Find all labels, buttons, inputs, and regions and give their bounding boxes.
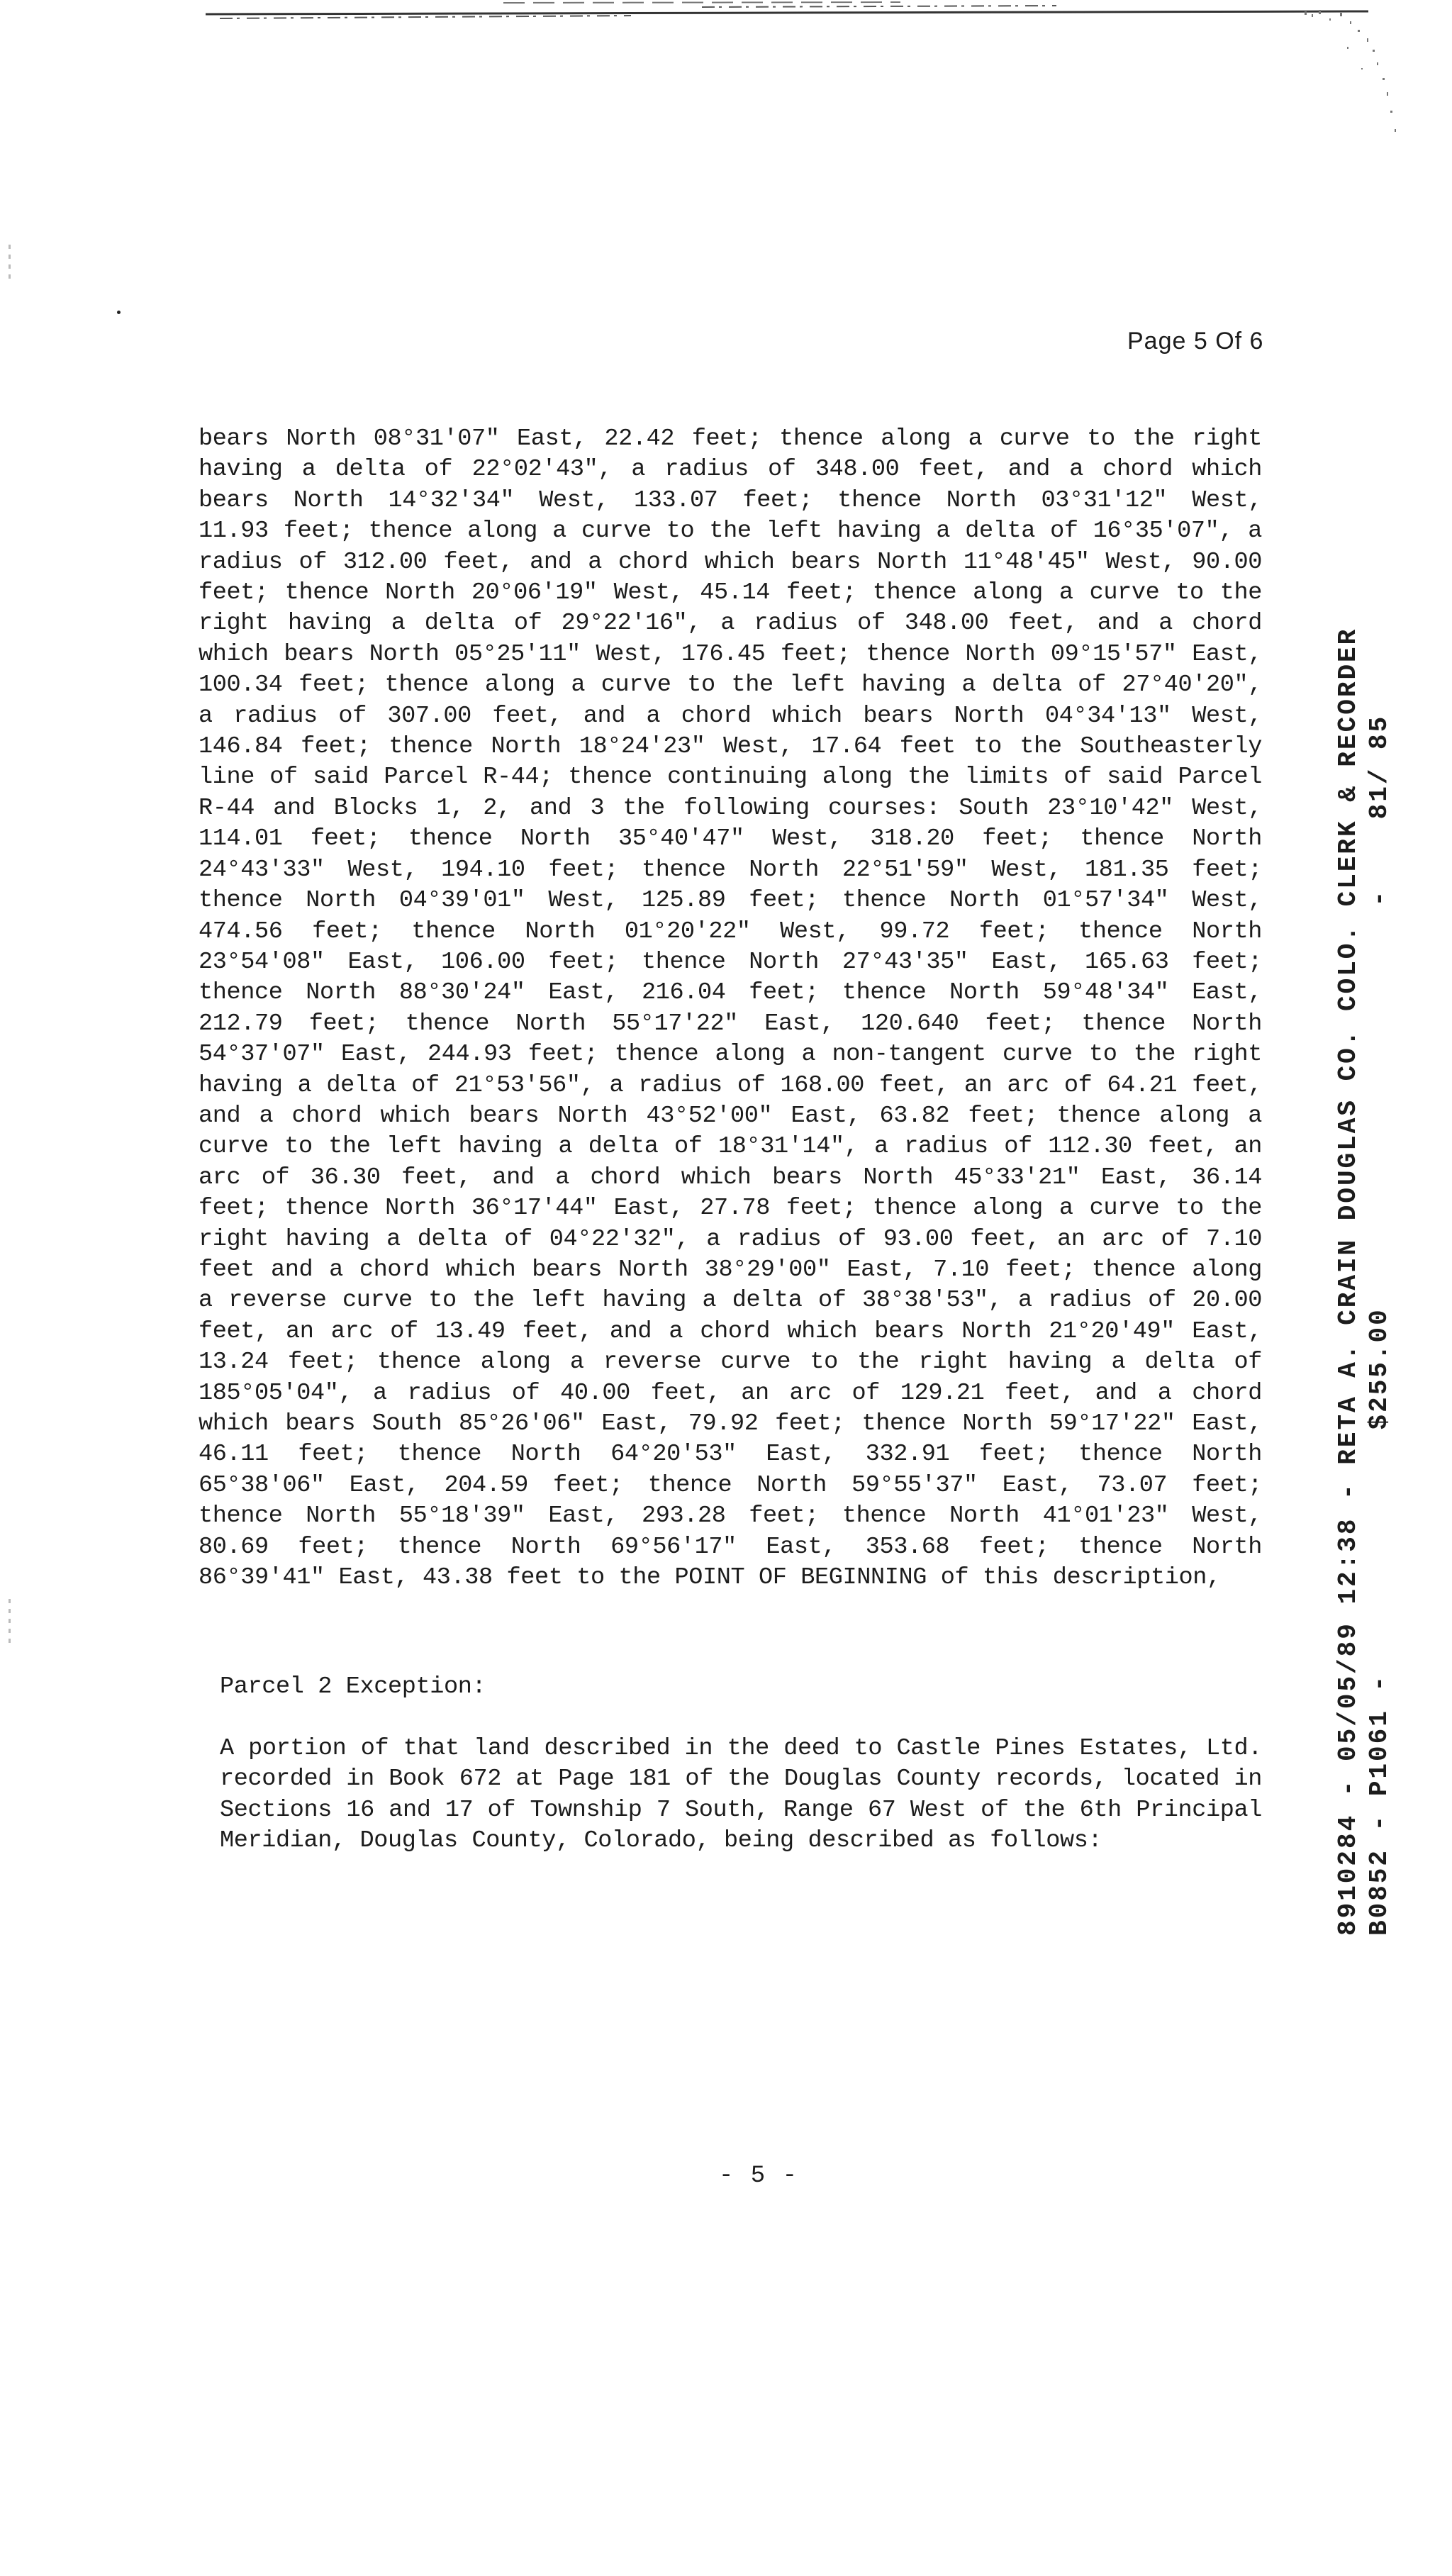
text-line: and a chord which bears North 43°52'00" East, 63.82 feet; thence along a — [199, 1102, 1262, 1130]
text-line: bears North 14°32'34" West, 133.07 feet; thence North 03°31'12" West, — [199, 486, 1262, 514]
scan-corner-noise — [1262, 4, 1404, 160]
text-line: right having a delta of 29°22'16", a radius of 348.00 feet, and a chord — [199, 610, 1262, 637]
text-line: thence North 55°18'39" East, 293.28 feet; thence North 41°01'23" West, — [199, 1502, 1262, 1530]
text-line: A portion of that land described in the deed to Castle Pines Estates, Ltd. — [220, 1735, 1262, 1762]
text-line: recorded in Book 672 at Page 181 of the Douglas County records, located in — [220, 1766, 1262, 1793]
page-footer-number: - 5 - — [718, 2163, 799, 2190]
text-line: 54°37'07" East, 244.93 feet; thence along a non-tangent curve to the right — [199, 1041, 1262, 1069]
text-line: feet and a chord which bears North 38°29'00" East, 7.10 feet; thence along — [199, 1256, 1262, 1283]
text-line: bears North 08°31'07" East, 22.42 feet; thence along a curve to the right — [199, 425, 1262, 452]
text-line: having a delta of 21°53'56", a radius of 168.00 feet, an arc of 64.21 feet, — [199, 1071, 1262, 1099]
text-line: 114.01 feet; thence North 35°40'47" West, 318.20 feet; thence North — [199, 825, 1262, 853]
text-line: 80.69 feet; thence North 69°56'17" East, 353.68 feet; thence North — [199, 1533, 1262, 1561]
text-line: a reverse curve to the left having a delta of 38°38'53", a radius of 20.00 — [199, 1287, 1262, 1315]
text-line: which bears North 05°25'11" West, 176.45 feet; thence North 09°15'57" East, — [199, 640, 1262, 668]
text-line: having a delta of 22°02'43", a radius of 348.00 feet, and a chord which — [199, 456, 1262, 484]
text-line: 474.56 feet; thence North 01°20'22" West, 99.72 feet; thence North — [199, 918, 1262, 945]
text-line: 23°54'08" East, 106.00 feet; thence North 27°43'35" East, 165.63 feet; — [199, 948, 1262, 976]
text-line: 212.79 feet; thence North 55°17'22" East, 120.640 feet; thence North — [199, 1010, 1262, 1037]
text-line: feet; thence North 20°06'19" West, 45.14 feet; thence along a curve to the — [199, 579, 1262, 607]
recording-stamp-line: 8910284 - 05/05/89 12:38 - RETA A. CRAIN DOUGLAS CO. COLO. CLERK & RECORDER — [1334, 627, 1363, 1936]
text-line: 11.93 feet; thence along a curve to the left having a delta of 16°35'07", a — [199, 518, 1262, 545]
text-line: 146.84 feet; thence North 18°24'23" West, 17.64 feet to the Southeasterly — [199, 733, 1262, 761]
text-line: 185°05'04", a radius of 40.00 feet, an arc of 129.21 feet, and a chord — [199, 1379, 1262, 1407]
text-line: 24°43'33" West, 194.10 feet; thence North 22°51'59" West, 181.35 feet; — [199, 856, 1262, 883]
parcel-exception-paragraph — [220, 1734, 1262, 1857]
legal-description-text — [199, 424, 1262, 1593]
text-line: thence North 04°39'01" West, 125.89 feet; thence North 01°57'34" West, — [199, 887, 1262, 915]
text-line: feet; thence North 36°17'44" East, 27.78 feet; thence along a curve to the — [199, 1195, 1262, 1222]
text-line: 46.11 feet; thence North 64°20'53" East, 332.91 feet; thence North — [199, 1441, 1262, 1468]
text-line: feet, an arc of 13.49 feet, and a chord which bears North 21°20'49" East, — [199, 1317, 1262, 1345]
text-line: 86°39'41" East, 43.38 feet to the POINT OF BEGINNING of this description, — [199, 1564, 1221, 1592]
text-line: R-44 and Blocks 1, 2, and 3 the following courses: South 23°10'42" West, — [199, 794, 1262, 822]
text-line: Sections 16 and 17 of Township 7 South, Range 67 West of the 6th Principal — [220, 1796, 1262, 1824]
text-line: line of said Parcel R-44; thence continuing along the limits of said Parcel — [199, 764, 1262, 791]
parcel-exception-heading: Parcel 2 Exception: — [220, 1673, 486, 1700]
text-line: 65°38'06" East, 204.59 feet; thence North 59°55'37" East, 73.07 feet; — [199, 1471, 1262, 1499]
text-line: thence North 88°30'24" East, 216.04 feet; thence North 59°48'34" East, — [199, 979, 1262, 1007]
text-line: curve to the left having a delta of 18°31'14", a radius of 112.30 feet, an — [199, 1133, 1262, 1161]
text-line: right having a delta of 04°22'32", a radius of 93.00 feet, an arc of 7.10 — [199, 1225, 1262, 1253]
scan-top-edge — [206, 0, 1368, 24]
text-line: which bears South 85°26'06" East, 79.92 feet; thence North 59°17'22" East, — [199, 1410, 1262, 1437]
text-line: a radius of 307.00 feet, and a chord which bears North 04°34'13" West, — [199, 702, 1262, 730]
recording-stamp-line: B0852 - P1061 - $255.00 - 81/ 85 — [1365, 714, 1394, 1936]
scan-left-edge-marks — [9, 245, 11, 280]
text-line: 100.34 feet; thence along a curve to the left having a delta of 27°40'20", — [199, 671, 1262, 699]
text-line: Meridian, Douglas County, Colorado, being described as follows: — [220, 1827, 1102, 1855]
text-line: radius of 312.00 feet, and a chord which bears North 11°48'45" West, 90.00 — [199, 548, 1262, 576]
text-line: 13.24 feet; thence along a reverse curve to the right having a delta of — [199, 1349, 1262, 1376]
scan-left-edge-marks — [9, 1599, 11, 1649]
scan-speck — [117, 311, 121, 314]
text-line: arc of 36.30 feet, and a chord which bears North 45°33'21" East, 36.14 — [199, 1164, 1262, 1191]
page-number-header: Page 5 Of 6 — [1127, 328, 1264, 355]
